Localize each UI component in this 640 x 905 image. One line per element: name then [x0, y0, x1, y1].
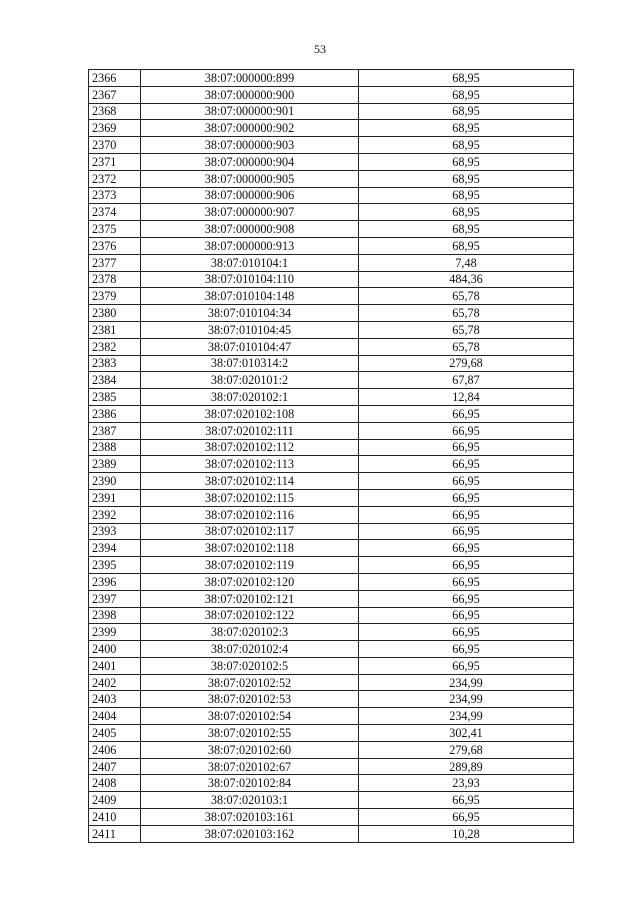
table-row: [89, 557, 574, 574]
cadastral-number-cell: 38:07:000000:900: [141, 86, 359, 103]
table-row: [89, 741, 574, 758]
table-row: [89, 607, 574, 624]
table-row: [89, 473, 574, 490]
cadastral-number-cell: 38:07:020102:121: [141, 590, 359, 607]
cadastral-number-cell: 38:07:020102:1: [141, 389, 359, 406]
table-row: [89, 540, 574, 557]
row-number-cell: 2385: [89, 389, 141, 406]
row-number-cell: 2371: [89, 153, 141, 170]
table-row: [89, 153, 574, 170]
value-cell: 67,87: [359, 372, 574, 389]
row-number-cell: 2400: [89, 641, 141, 658]
table-row: [89, 708, 574, 725]
row-number-cell: 2391: [89, 489, 141, 506]
cadastral-number-cell: 38:07:010104:148: [141, 288, 359, 305]
table-row: [89, 590, 574, 607]
table-row: [89, 456, 574, 473]
row-number-cell: 2392: [89, 506, 141, 523]
cadastral-number-cell: 38:07:020102:115: [141, 489, 359, 506]
row-number-cell: 2380: [89, 305, 141, 322]
row-number-cell: 2378: [89, 271, 141, 288]
row-number-cell: 2367: [89, 86, 141, 103]
value-cell: 234,99: [359, 691, 574, 708]
cadastral-number-cell: 38:07:020102:117: [141, 523, 359, 540]
cadastral-number-cell: 38:07:020103:162: [141, 825, 359, 842]
cadastral-number-cell: 38:07:010104:47: [141, 338, 359, 355]
value-cell: 68,95: [359, 153, 574, 170]
row-number-cell: 2370: [89, 137, 141, 154]
table-row: [89, 439, 574, 456]
table-row: [89, 221, 574, 238]
value-cell: 66,95: [359, 607, 574, 624]
row-number-cell: 2387: [89, 422, 141, 439]
cadastral-number-cell: 38:07:000000:906: [141, 187, 359, 204]
row-number-cell: 2398: [89, 607, 141, 624]
cadastral-number-cell: 38:07:020102:108: [141, 405, 359, 422]
row-number-cell: 2390: [89, 473, 141, 490]
cadastral-number-cell: 38:07:020102:111: [141, 422, 359, 439]
row-number-cell: 2405: [89, 725, 141, 742]
table-row: [89, 674, 574, 691]
row-number-cell: 2379: [89, 288, 141, 305]
table-row: [89, 758, 574, 775]
value-cell: 66,95: [359, 456, 574, 473]
cadastral-number-cell: 38:07:020102:52: [141, 674, 359, 691]
cadastral-number-cell: 38:07:010104:34: [141, 305, 359, 322]
value-cell: 12,84: [359, 389, 574, 406]
cadastral-number-cell: 38:07:020102:84: [141, 775, 359, 792]
row-number-cell: 2366: [89, 70, 141, 87]
table-row: [89, 204, 574, 221]
row-number-cell: 2382: [89, 338, 141, 355]
value-cell: 68,95: [359, 103, 574, 120]
row-number-cell: 2373: [89, 187, 141, 204]
row-number-cell: 2410: [89, 809, 141, 826]
cadastral-number-cell: 38:07:000000:907: [141, 204, 359, 221]
row-number-cell: 2409: [89, 792, 141, 809]
table-row: [89, 254, 574, 271]
table-row: [89, 86, 574, 103]
row-number-cell: 2374: [89, 204, 141, 221]
value-cell: 66,95: [359, 657, 574, 674]
cadastral-number-cell: 38:07:000000:913: [141, 237, 359, 254]
table-row: [89, 422, 574, 439]
table-row: [89, 70, 574, 87]
table-row: [89, 657, 574, 674]
table-row: [89, 624, 574, 641]
value-cell: 66,95: [359, 792, 574, 809]
table-row: [89, 187, 574, 204]
value-cell: 68,95: [359, 137, 574, 154]
value-cell: 66,95: [359, 573, 574, 590]
table-row: [89, 137, 574, 154]
row-number-cell: 2401: [89, 657, 141, 674]
table-row: [89, 237, 574, 254]
row-number-cell: 2384: [89, 372, 141, 389]
row-number-cell: 2404: [89, 708, 141, 725]
row-number-cell: 2394: [89, 540, 141, 557]
value-cell: 68,95: [359, 204, 574, 221]
cadastral-number-cell: 38:07:020102:116: [141, 506, 359, 523]
table-row: [89, 809, 574, 826]
cadastral-number-cell: 38:07:020102:120: [141, 573, 359, 590]
table-row: [89, 489, 574, 506]
value-cell: 68,95: [359, 221, 574, 238]
value-cell: 65,78: [359, 288, 574, 305]
value-cell: 66,95: [359, 624, 574, 641]
table-row: [89, 170, 574, 187]
table-row: [89, 372, 574, 389]
value-cell: 66,95: [359, 506, 574, 523]
row-number-cell: 2411: [89, 825, 141, 842]
cadastral-number-cell: 38:07:020102:118: [141, 540, 359, 557]
value-cell: 10,28: [359, 825, 574, 842]
value-cell: 66,95: [359, 557, 574, 574]
cadastral-number-cell: 38:07:000000:904: [141, 153, 359, 170]
row-number-cell: 2393: [89, 523, 141, 540]
cadastral-number-cell: 38:07:000000:908: [141, 221, 359, 238]
value-cell: 66,95: [359, 590, 574, 607]
value-cell: 66,95: [359, 540, 574, 557]
value-cell: 66,95: [359, 422, 574, 439]
cadastral-number-cell: 38:07:020102:119: [141, 557, 359, 574]
table-row: [89, 792, 574, 809]
value-cell: 66,95: [359, 523, 574, 540]
table-row: [89, 725, 574, 742]
row-number-cell: 2377: [89, 254, 141, 271]
value-cell: 234,99: [359, 708, 574, 725]
value-cell: 68,95: [359, 86, 574, 103]
value-cell: 302,41: [359, 725, 574, 742]
value-cell: 23,93: [359, 775, 574, 792]
value-cell: 66,95: [359, 489, 574, 506]
value-cell: 65,78: [359, 338, 574, 355]
row-number-cell: 2375: [89, 221, 141, 238]
cadastral-number-cell: 38:07:020102:112: [141, 439, 359, 456]
table-row: [89, 338, 574, 355]
value-cell: 66,95: [359, 809, 574, 826]
value-cell: 279,68: [359, 741, 574, 758]
cadastral-number-cell: 38:07:010104:45: [141, 321, 359, 338]
cadastral-number-cell: 38:07:020103:1: [141, 792, 359, 809]
table-row: [89, 389, 574, 406]
value-cell: 7,48: [359, 254, 574, 271]
value-cell: 66,95: [359, 405, 574, 422]
row-number-cell: 2399: [89, 624, 141, 641]
value-cell: 66,95: [359, 473, 574, 490]
value-cell: 66,95: [359, 641, 574, 658]
page-number: 53: [314, 42, 326, 56]
row-number-cell: 2381: [89, 321, 141, 338]
cadastral-number-cell: 38:07:020102:114: [141, 473, 359, 490]
cadastral-number-cell: 38:07:010314:2: [141, 355, 359, 372]
table-row: [89, 506, 574, 523]
value-cell: 289,89: [359, 758, 574, 775]
row-number-cell: 2408: [89, 775, 141, 792]
row-number-cell: 2368: [89, 103, 141, 120]
value-cell: 68,95: [359, 120, 574, 137]
row-number-cell: 2403: [89, 691, 141, 708]
value-cell: 65,78: [359, 305, 574, 322]
cadastral-number-cell: 38:07:020102:60: [141, 741, 359, 758]
row-number-cell: 2395: [89, 557, 141, 574]
row-number-cell: 2402: [89, 674, 141, 691]
table-row: [89, 775, 574, 792]
cadastral-number-cell: 38:07:020102:113: [141, 456, 359, 473]
cadastral-number-cell: 38:07:020102:4: [141, 641, 359, 658]
row-number-cell: 2406: [89, 741, 141, 758]
row-number-cell: 2372: [89, 170, 141, 187]
row-number-cell: 2397: [89, 590, 141, 607]
cadastral-number-cell: 38:07:020102:54: [141, 708, 359, 725]
cadastral-number-cell: 38:07:000000:905: [141, 170, 359, 187]
value-cell: 68,95: [359, 170, 574, 187]
cadastral-number-cell: 38:07:010104:110: [141, 271, 359, 288]
value-cell: 68,95: [359, 70, 574, 87]
cadastral-number-cell: 38:07:000000:903: [141, 137, 359, 154]
table-row: [89, 120, 574, 137]
table-row: [89, 305, 574, 322]
cadastral-number-cell: 38:07:000000:902: [141, 120, 359, 137]
cadastral-number-cell: 38:07:020102:122: [141, 607, 359, 624]
row-number-cell: 2369: [89, 120, 141, 137]
cadastral-number-cell: 38:07:020102:5: [141, 657, 359, 674]
value-cell: 484,36: [359, 271, 574, 288]
cadastral-number-cell: 38:07:020102:53: [141, 691, 359, 708]
cadastral-number-cell: 38:07:020101:2: [141, 372, 359, 389]
table-row: [89, 573, 574, 590]
table-row: [89, 825, 574, 842]
cadastral-number-cell: 38:07:020102:3: [141, 624, 359, 641]
row-number-cell: 2383: [89, 355, 141, 372]
cadastral-number-cell: 38:07:010104:1: [141, 254, 359, 271]
cadastral-number-cell: 38:07:000000:901: [141, 103, 359, 120]
value-cell: 65,78: [359, 321, 574, 338]
table-row: [89, 103, 574, 120]
table-row: [89, 691, 574, 708]
table-row: [89, 641, 574, 658]
table-row: [89, 288, 574, 305]
table-row: [89, 523, 574, 540]
row-number-cell: 2376: [89, 237, 141, 254]
table-row: [89, 355, 574, 372]
table-row: [89, 405, 574, 422]
table-row: [89, 271, 574, 288]
value-cell: 279,68: [359, 355, 574, 372]
cadastral-number-cell: 38:07:000000:899: [141, 70, 359, 87]
cadastral-table: [88, 69, 574, 843]
row-number-cell: 2386: [89, 405, 141, 422]
value-cell: 234,99: [359, 674, 574, 691]
cadastral-number-cell: 38:07:020102:55: [141, 725, 359, 742]
row-number-cell: 2407: [89, 758, 141, 775]
cadastral-number-cell: 38:07:020103:161: [141, 809, 359, 826]
value-cell: 68,95: [359, 187, 574, 204]
value-cell: 68,95: [359, 237, 574, 254]
row-number-cell: 2388: [89, 439, 141, 456]
cadastral-number-cell: 38:07:020102:67: [141, 758, 359, 775]
row-number-cell: 2389: [89, 456, 141, 473]
value-cell: 66,95: [359, 439, 574, 456]
table-body: [89, 70, 574, 843]
row-number-cell: 2396: [89, 573, 141, 590]
table-row: [89, 321, 574, 338]
